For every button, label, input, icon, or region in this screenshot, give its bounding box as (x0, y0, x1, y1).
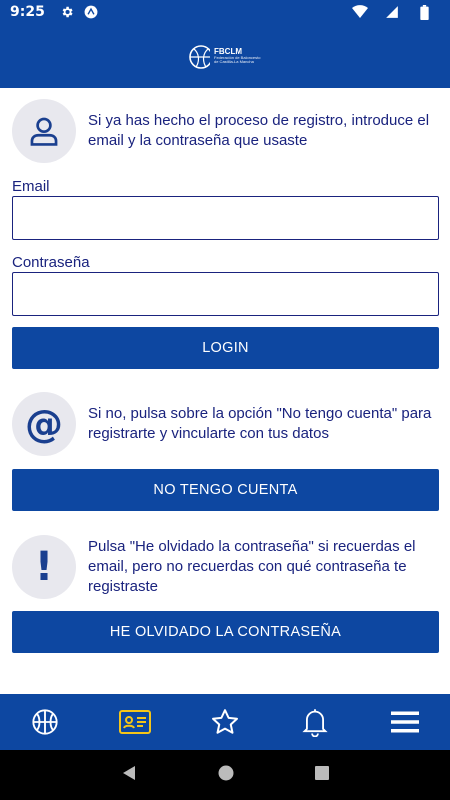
status-time: 9:25 (10, 4, 45, 20)
register-info-text: Si no, pulsa sobre la opción "No tengo cuenta" para registrarte y vincularte con tus datos (88, 405, 432, 442)
at-icon: @ (25, 402, 63, 446)
email-label: Email (12, 178, 50, 195)
forgot-info-row (12, 535, 440, 599)
id-card-icon (119, 709, 151, 735)
menu-icon (391, 710, 419, 734)
recents-icon[interactable] (314, 765, 330, 786)
password-label: Contraseña (12, 254, 90, 271)
exclamation-icon: ! (34, 544, 54, 590)
wifi-icon (352, 4, 368, 20)
star-icon (210, 707, 240, 737)
signal-icon (384, 4, 400, 20)
register-info-row (12, 392, 440, 456)
logo-subtitle: Federación de Baloncesto de Castilla-La Mancha (214, 55, 261, 64)
basketball-logo-icon (188, 41, 210, 71)
nav-item-bell[interactable] (290, 702, 340, 742)
a-icon (83, 4, 99, 20)
back-icon[interactable] (120, 764, 138, 787)
nav-item-id-card[interactable] (110, 702, 160, 742)
password-field[interactable] (12, 272, 439, 316)
nav-item-star[interactable] (200, 702, 250, 742)
email-field[interactable] (12, 196, 439, 240)
basketball-icon (31, 708, 59, 736)
logo-title: FBCLM (214, 47, 242, 56)
login-button[interactable]: LOGIN (12, 327, 439, 369)
login-info-row (12, 99, 440, 163)
bell-icon (301, 707, 329, 737)
user-icon-circle (12, 99, 76, 163)
app-header (0, 24, 450, 88)
forgot-info-text: Pulsa "He olvidado la contraseña" si recuerdas el email, pero no recuerdas con qué contraseña te registraste (88, 538, 416, 595)
exclamation-icon-circle (12, 535, 76, 599)
home-icon[interactable] (217, 764, 235, 787)
no-account-button[interactable]: NO TENGO CUENTA (12, 469, 439, 511)
user-icon (27, 114, 61, 148)
nav-item-menu[interactable] (380, 702, 430, 742)
battery-icon (416, 4, 432, 20)
login-info-text: Si ya has hecho el proceso de registro, introduce el email y la contraseña que usaste (88, 112, 430, 149)
status-bar (0, 0, 450, 24)
bottom-nav (0, 694, 450, 750)
nav-item-basketball[interactable] (20, 702, 70, 742)
at-icon-circle (12, 392, 76, 456)
system-nav-bar (0, 750, 450, 800)
login-content (0, 88, 450, 694)
logo (188, 41, 262, 71)
forgot-password-button[interactable]: HE OLVIDADO LA CONTRASEÑA (12, 611, 439, 653)
settings-icon (59, 4, 75, 20)
